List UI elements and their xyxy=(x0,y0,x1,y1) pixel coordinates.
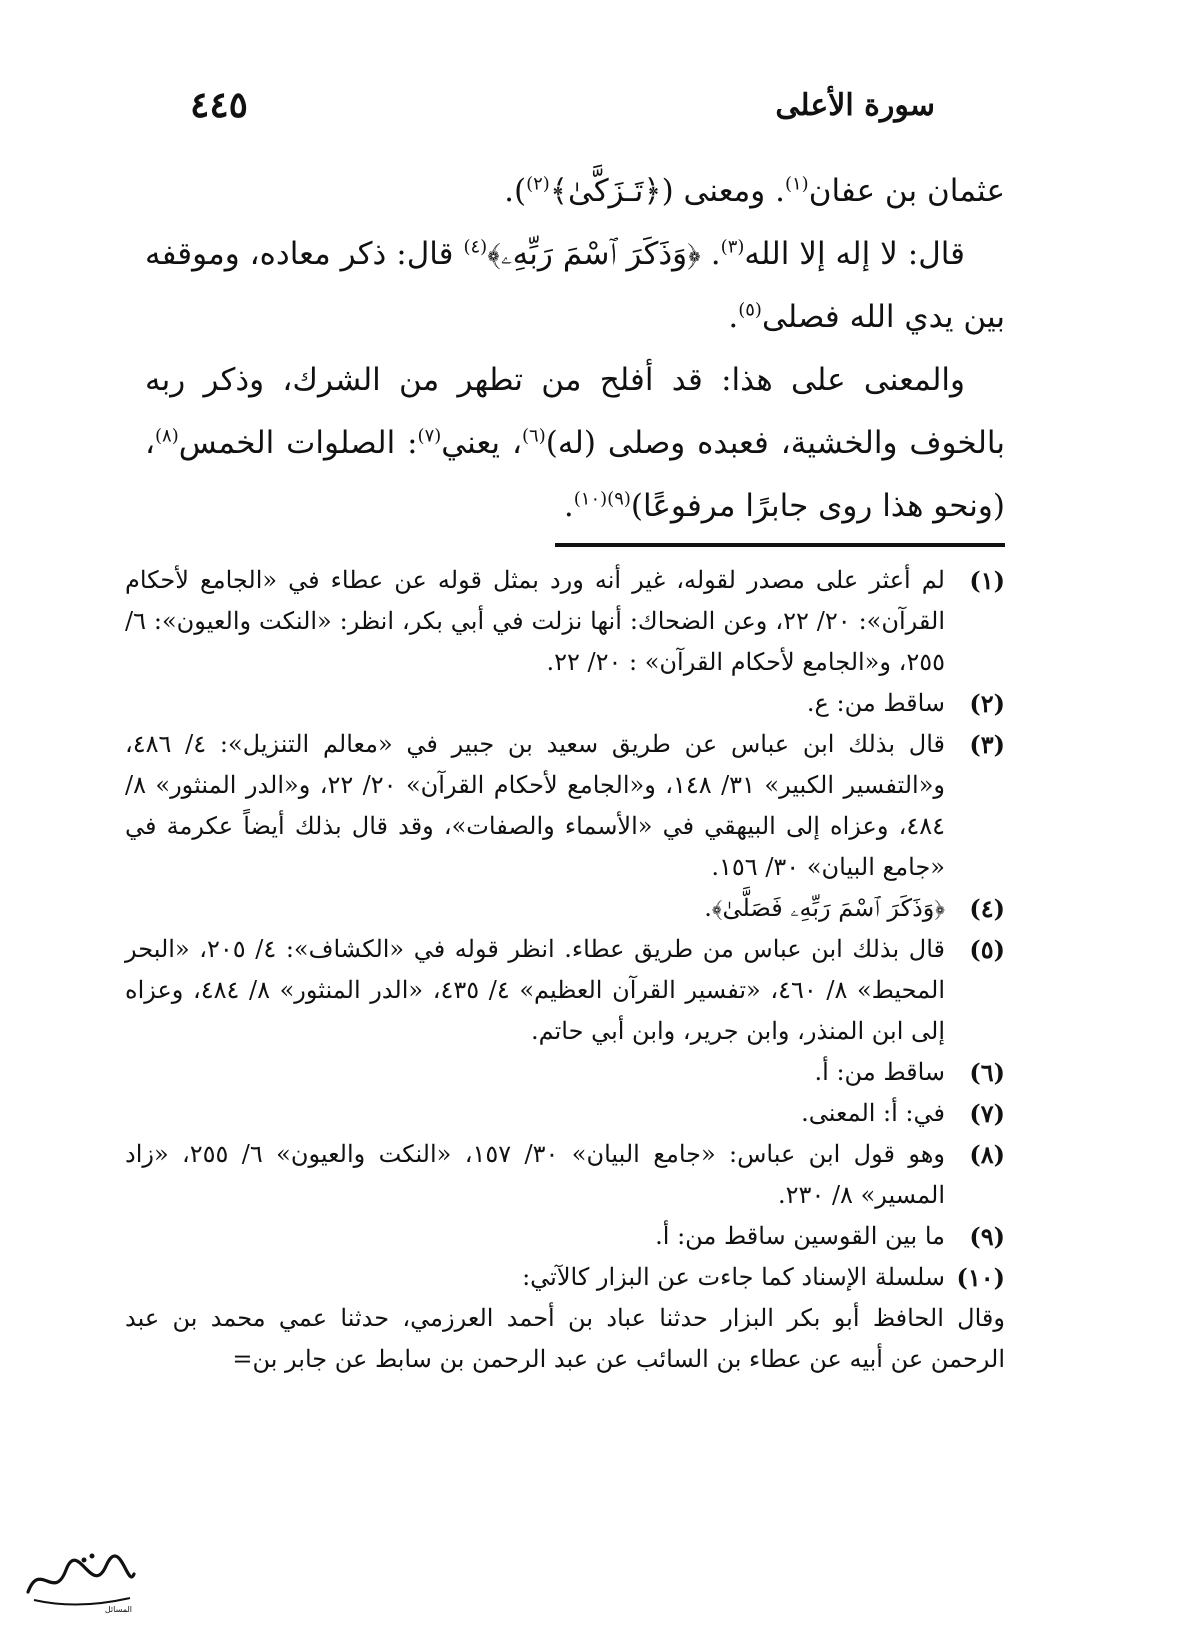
footnote-1 xyxy=(125,560,1005,683)
footnote-4 xyxy=(125,888,1005,929)
footnote-6 xyxy=(125,1052,1005,1093)
main-paragraph-3 xyxy=(145,349,1005,538)
footnote-text: ساقط من: ع. xyxy=(806,689,945,717)
footnote-number: (٢) xyxy=(969,689,1005,718)
text-run: . xyxy=(728,299,739,335)
footnote-text: قال بذلك ابن عباس عن طريق سعيد بن جبير في «معالم التنزيل»: ٤/ ٤٨٦، و«التفسير الكبير» ٣١/ ١٤٨، و«الجامع لأحكام القرآن» ٢٠/ ٢٢، و«الدر المنثور» ٨/ ٤٨٤، وعزاه إلى البيهقي في «الأسماء والصفات»، وقد قال بذلك أيضاً عكرمة في «جامع البيان» ٣٠/ ١٥٦. xyxy=(125,730,945,881)
footnote-number: (٧) xyxy=(969,1099,1005,1128)
footnote-number: (٩) xyxy=(969,1222,1005,1251)
footnote-number: (٣) xyxy=(969,730,1005,759)
footnote-ref[interactable]: (٦) xyxy=(521,425,546,447)
text-run: والمعنى على هذا: قد أفلح من تطهر من الشرك، وذكر ربه بالخوف والخشية، فعبده وصلى (له) xyxy=(145,362,1006,461)
footnote-7 xyxy=(125,1093,1005,1134)
footnote-text: قال بذلك ابن عباس من طريق عطاء. انظر قوله في «الكشاف»: ٤/ ٢٠٥، «البحر المحيط» ٨/ ٤٦٠، «تفسير القرآن العظيم» ٤/ ٤٣٥، «الدر المنثور» ٨/ ٤٨٤، وعزاه إلى ابن المنذر، وابن جرير، وابن أبي حاتم. xyxy=(125,935,946,1045)
footnote-2 xyxy=(125,683,1005,724)
chapter-title: سورة الأعلى xyxy=(775,88,935,123)
library-logo-stamp-icon xyxy=(20,1540,140,1616)
footnote-ref[interactable]: (٣) xyxy=(720,236,745,258)
footnote-3 xyxy=(125,724,1005,888)
text-run: . xyxy=(563,488,574,524)
footnote-text: ما بين القوسين ساقط من: أ. xyxy=(655,1222,945,1250)
text-run: ). xyxy=(504,173,527,209)
footnote-text: لم أعثر على مصدر لقوله، غير أنه ورد بمثل قوله عن عطاء في «الجامع لأحكام القرآن»: ٢٠/ ٢٢، وعن الضحاك: أنها نزلت في أبي بكر، انظر: «النكت والعيون»: ٦/ ٢٥٥، و«الجامع لأحكام القرآن» : ٢٠/ ٢٢. xyxy=(125,566,946,676)
text-run: قال: ذكر معاده، وموقفه بين يدي الله فصلى xyxy=(145,236,1005,335)
footnote-text: وهو قول ابن عباس: «جامع البيان» ٣٠/ ١٥٧، «النكت والعيون» ٦/ ٢٥٥، «زاد المسير» ٨/ ٢٣٠. xyxy=(125,1140,945,1209)
footnote-ref[interactable]: (١) xyxy=(784,173,809,195)
footnote-divider xyxy=(555,543,1005,547)
page-header xyxy=(190,84,935,140)
footnote-number: (٤) xyxy=(969,894,1005,923)
footnote-9 xyxy=(125,1216,1005,1257)
footnote-ref[interactable]: (٨) xyxy=(155,425,179,447)
main-text xyxy=(145,160,1005,538)
footnote-5 xyxy=(125,929,1005,1052)
footnote-continuation: وقال الحافظ أبو بكر البزار حدثنا عباد بن أحمد العرزمي، حدثنا عمي محمد بن عبد الرحمن عن أبيه عن عطاء بن السائب عن عبد الرحمن بن سابط عن جابر بن= xyxy=(125,1304,1005,1373)
footnote-text: ساقط من: أ. xyxy=(814,1058,945,1086)
quran-verse: . ﴿وَذَكَرَ ٱسْمَ رَبِّهِۦ﴾ xyxy=(487,236,721,272)
text-run: ، يعني xyxy=(441,425,522,461)
footnote-number: (١) xyxy=(969,566,1005,595)
footnote-ref[interactable]: (٢) xyxy=(526,173,550,195)
footnotes xyxy=(125,560,1005,1380)
stamp-text: المسائل xyxy=(104,1605,132,1614)
text-run: : الصلوات الخمس xyxy=(178,425,418,461)
footnote-10 xyxy=(125,1257,1005,1298)
text-run: ، (ونحو هذا روى جابرًا مرفوعًا) xyxy=(145,425,1005,524)
footnote-ref[interactable]: (٥) xyxy=(738,299,762,321)
footnote-text: ﴿وَذَكَرَ ٱسْمَ رَبِّهِۦ فَصَلَّىٰ﴾. xyxy=(704,894,945,922)
page-number: ٤٤٥ xyxy=(190,84,249,126)
footnote-number: (٥) xyxy=(969,935,1005,964)
footnote-number: (٨) xyxy=(969,1140,1005,1169)
footnote-text: في: أ: المعنى. xyxy=(801,1099,945,1127)
text-run: قال: لا إله إلا الله xyxy=(744,236,965,272)
footnote-number: (١٠) xyxy=(956,1263,1005,1292)
footnote-ref[interactable]: (٩)(١٠) xyxy=(573,488,631,510)
footnote-number: (٦) xyxy=(969,1058,1005,1087)
main-paragraph-2 xyxy=(145,223,1005,349)
footnote-ref[interactable]: (٤) xyxy=(463,236,488,258)
footnote-8 xyxy=(125,1134,1005,1216)
text-run: عثمان بن عفان xyxy=(808,173,1005,209)
main-paragraph-1 xyxy=(145,160,1005,223)
text-run: . ومعنى (﴿تَـزَكَّىٰ﴾ xyxy=(549,173,785,209)
footnote-ref[interactable]: (٧) xyxy=(417,425,442,447)
footnote-text: سلسلة الإسناد كما جاءت عن البزار كالآتي: xyxy=(522,1263,945,1291)
